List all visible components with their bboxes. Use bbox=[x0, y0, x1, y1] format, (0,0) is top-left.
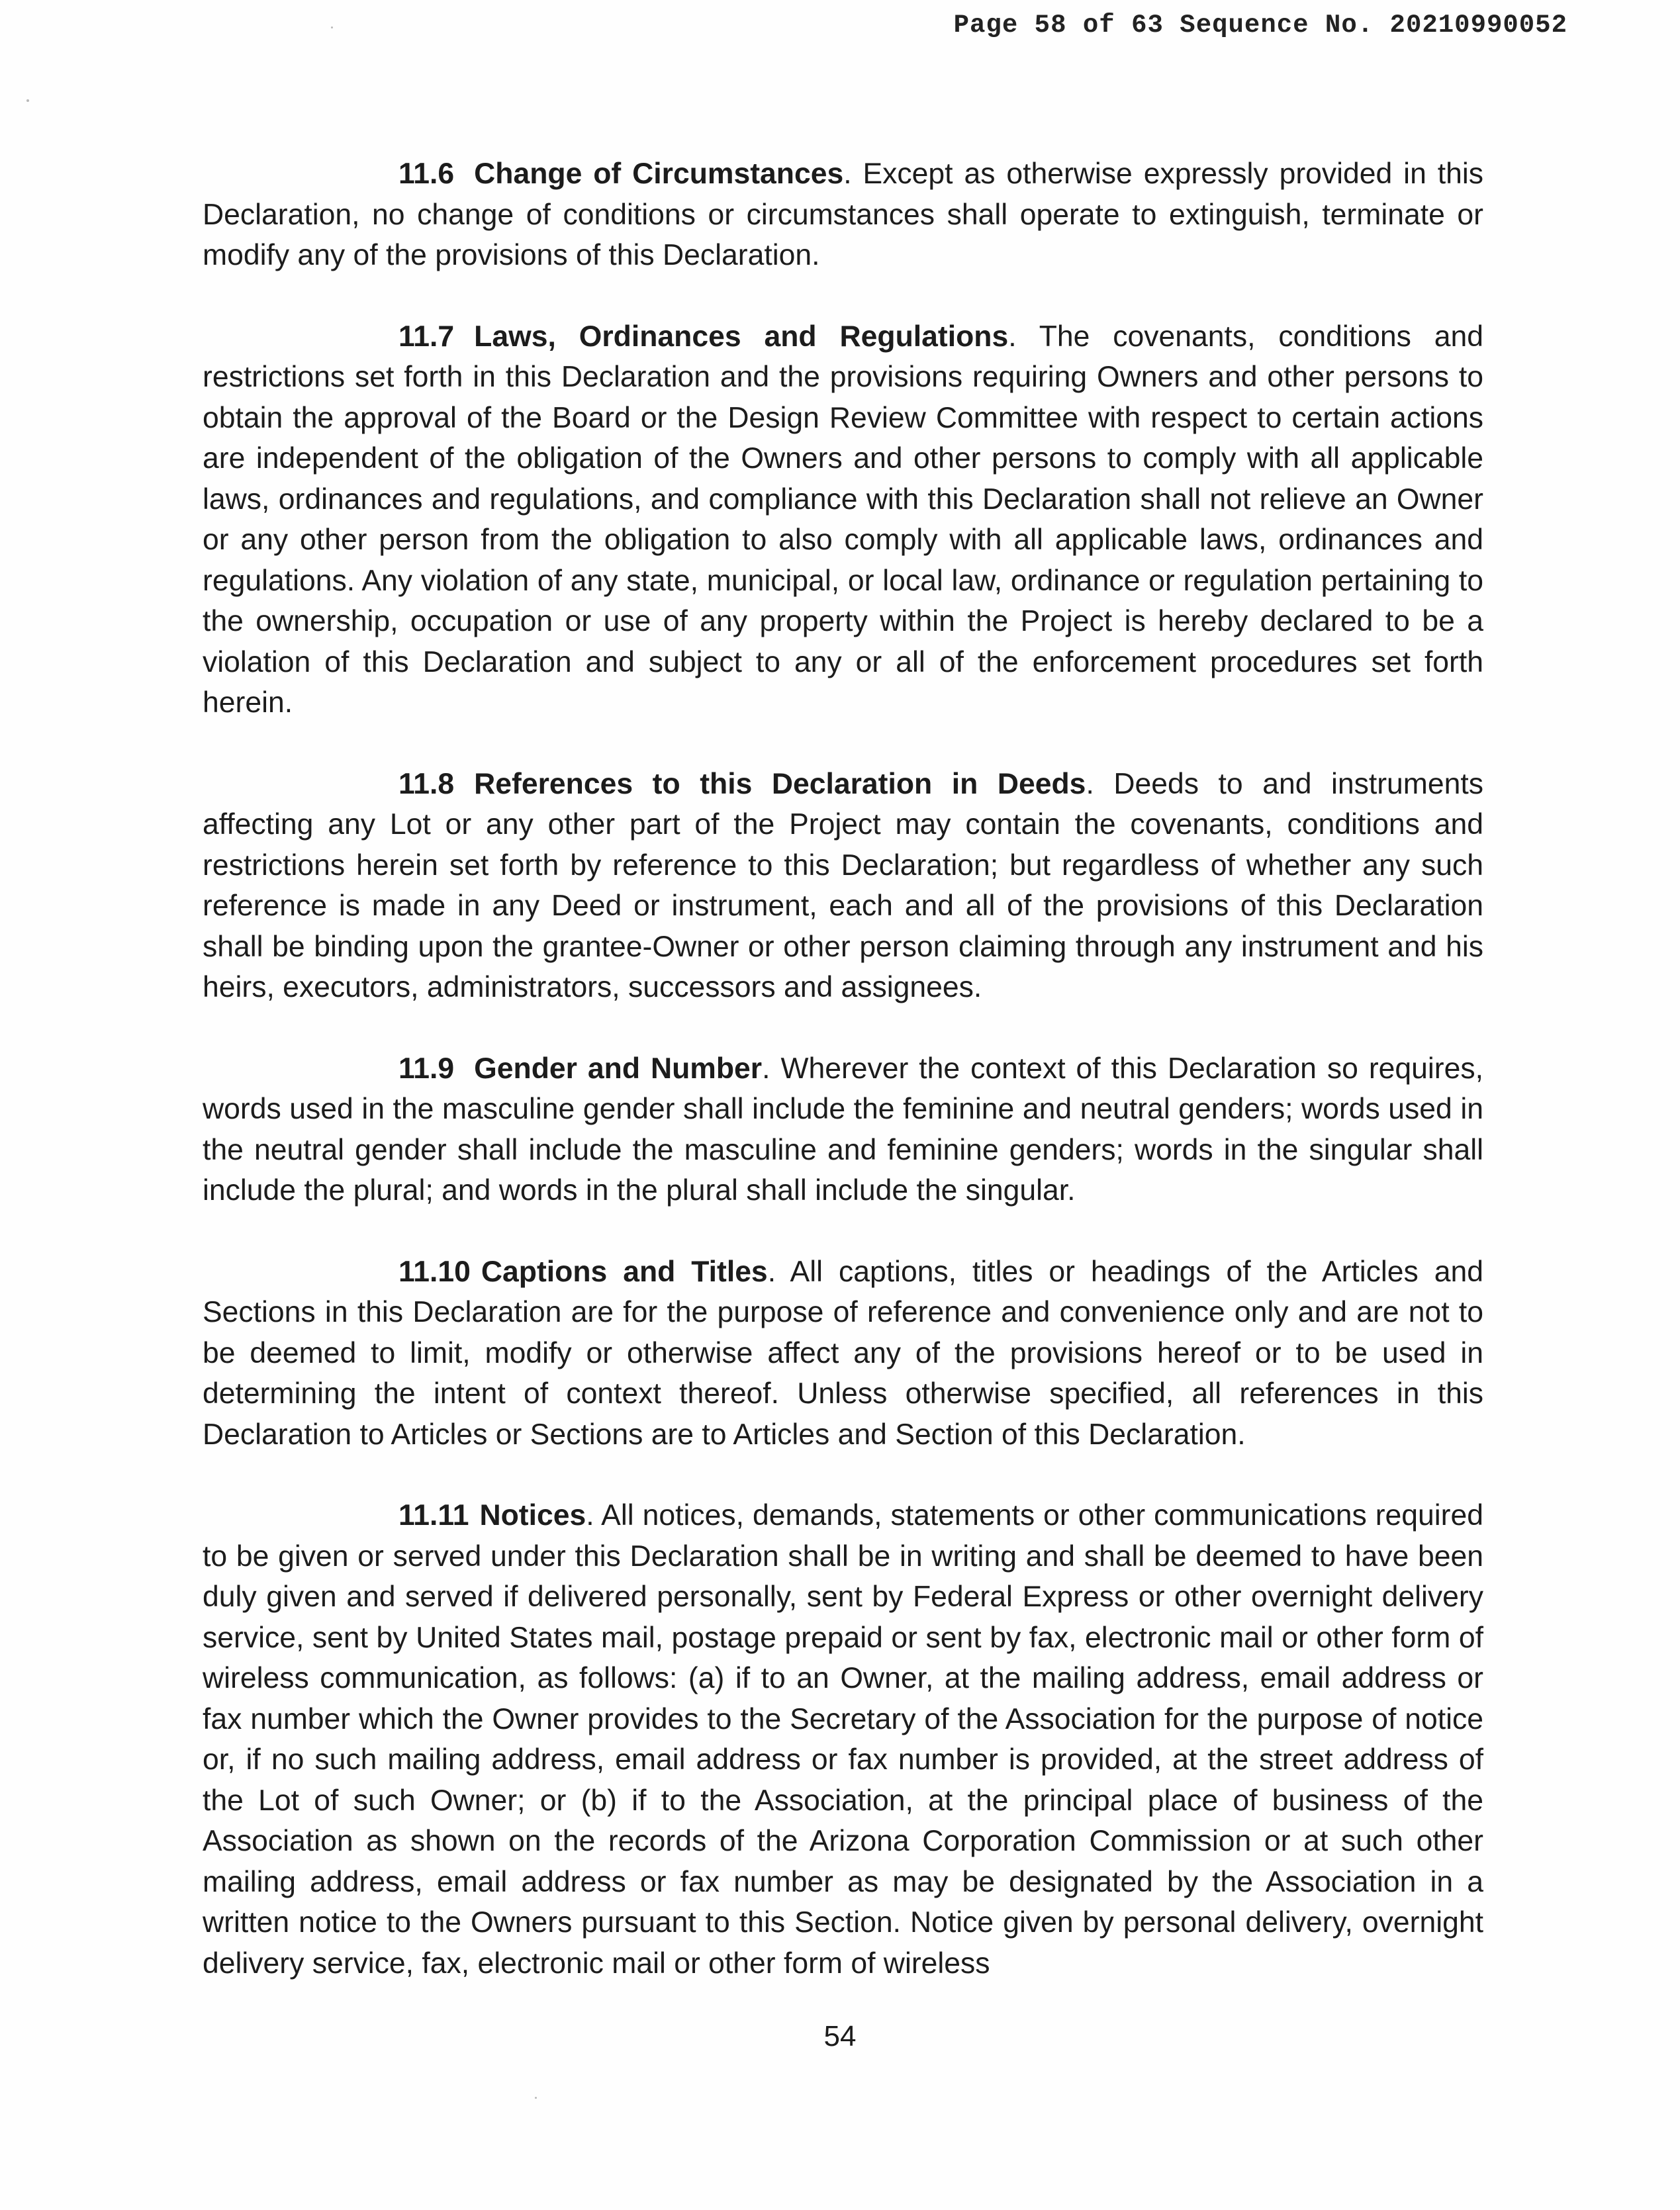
scan-speck bbox=[535, 2097, 537, 2099]
section-text: All captions, titles or headings of the Articles and Sections in this Declaration are for the purpose of reference and convenience only and are not to be deemed to limit, modify or otherwise affect any of the provisions hereof or to be used in determining the intent of context thereof. Unless otherwise specified, all references in this Declaration to Articles or Sections are to Articles and Section of this Declaration. bbox=[203, 1255, 1483, 1451]
section-number: 11.8 bbox=[398, 767, 455, 800]
section-text: Deeds to and instruments affecting any Lot or any other part of the Project may contain the covenants, conditions and restrictions herein set forth by reference to this Declaration; but regardless of whether any such reference is made in any Deed or instrument, each and all of the provisions of this Declaration shall be binding upon the grantee-Owner or other person claiming through any instrument and his heirs, executors, administrators, successors and assignees. bbox=[203, 767, 1483, 1003]
section-number: 11.7 bbox=[398, 320, 455, 353]
section-text: The covenants, conditions and restrictions set forth in this Declaration and the provisions requiring Owners and other persons to obtain the approval of the Board or the Design Review Committee with respect to certain actions are independent of the obligation of the Owners and other persons to comply with all applicable laws, ordinances and regulations, and compliance with this Declaration shall not relieve an Owner or any other person from the obligation to also comply with all applicable laws, ordinances and regulations. Any violation of any state, municipal, or local law, ordinance or regulation pertaining to the ownership, occupation or use of any property within the Project is hereby declared to be a violation of this Declaration and subject to any or all of the enforcement procedures set forth herein. bbox=[203, 320, 1483, 719]
section-title: Gender and Number bbox=[474, 1052, 763, 1085]
section-11-10: 11.10 Captions and Titles. All captions, titles or headings of the Articles and Sections in this Declaration are for the purpose of reference and convenience only and are not to be deemed to limit, modify or otherwise affect any of the provisions hereof or to be used in determining the intent of context thereof. Unless otherwise specified, all references in this Declaration to Articles or Sections are to Articles and Section of this Declaration. bbox=[203, 1252, 1483, 1455]
section-11-9: 11.9 Gender and Number. Wherever the context of this Declaration so requires, words used in the masculine gender shall include the feminine and neutral genders; words used in the neutral gender shall include the masculine and feminine genders; words in the singular shall include the plural; and words in the plural shall include the singular. bbox=[203, 1048, 1483, 1211]
section-11-6: 11.6 Change of Circumstances. Except as otherwise expressly provided in this Declaration, no change of conditions or circumstances shall operate to extinguish, terminate or modify any of the provisions of this Declaration. bbox=[203, 154, 1483, 276]
section-text: All notices, demands, statements or other communications required to be given or served under this Declaration shall be in writing and shall be deemed to have been duly given and served if delivered personally, sent by Federal Express or other overnight delivery service, sent by United States mail, postage prepaid or sent by fax, electronic mail or other form of wireless communication, as follows: (a) if to an Owner, at the mailing address, email address or fax number which the Owner provides to the Secretary of the Association for the purpose of notice or, if no such mailing address, email address or fax number is provided, at the street address of the Lot of such Owner; or (b) if to the Association, at the principal place of business of the Association as shown on the records of the Arizona Corporation Commission or at such other mailing address, email address or fax number as may be designated by the Association in a written notice to the Owners pursuant to this Section. Notice given by personal delivery, overnight delivery service, fax, electronic mail or other form of wireless bbox=[203, 1499, 1483, 1980]
section-number: 11.9 bbox=[398, 1052, 455, 1085]
section-title: Captions and Titles bbox=[481, 1255, 768, 1288]
document-body bbox=[203, 154, 1483, 2024]
section-title: Notices bbox=[479, 1499, 586, 1532]
section-number: 11.11 bbox=[398, 1499, 469, 1532]
section-number: 11.6 bbox=[398, 158, 455, 190]
page-number: 54 bbox=[823, 2020, 857, 2052]
section-text: Wherever the context of this Declaration so requires, words used in the masculine gender shall include the feminine and neutral genders; words used in the neutral gender shall include the masculine and feminine genders; words in the singular shall include the plural; and words in the plural shall include the singular. bbox=[203, 1052, 1483, 1207]
section-11-11: 11.11 Notices. All notices, demands, statements or other communications required to be given or served under this Declaration shall be in writing and shall be deemed to have been duly given and served if delivered personally, sent by Federal Express or other overnight delivery service, sent by United States mail, postage prepaid or sent by fax, electronic mail or other form of wireless communication, as follows: (a) if to an Owner, at the mailing address, email address or fax number which the Owner provides to the Secretary of the Association for the purpose of notice or, if no such mailing address, email address or fax number is provided, at the street address of the Lot of such Owner; or (b) if to the Association, at the principal place of business of the Association as shown on the records of the Arizona Corporation Commission or at such other mailing address, email address or fax number as may be designated by the Association in a written notice to the Owners pursuant to this Section. Notice given by personal delivery, overnight delivery service, fax, electronic mail or other form of wireless bbox=[203, 1495, 1483, 1984]
section-11-8: 11.8 References to this Declaration in Deeds. Deeds to and instruments affecting any Lot or any other part of the Project may contain the covenants, conditions and restrictions herein set forth by reference to this Declaration; but regardless of whether any such reference is made in any Deed or instrument, each and all of the provisions of this Declaration shall be binding upon the grantee-Owner or other person claiming through any instrument and his heirs, executors, administrators, successors and assignees. bbox=[203, 764, 1483, 1008]
section-11-7: 11.7 Laws, Ordinances and Regulations. The covenants, conditions and restrictions set forth in this Declaration and the provisions requiring Owners and other persons to obtain the approval of the Board or the Design Review Committee with respect to certain actions are independent of the obligation of the Owners and other persons to comply with all applicable laws, ordinances and regulations, and compliance with this Declaration shall not relieve an Owner or any other person from the obligation to also comply with all applicable laws, ordinances and regulations. Any violation of any state, municipal, or local law, ordinance or regulation pertaining to the ownership, occupation or use of any property within the Project is hereby declared to be a violation of this Declaration and subject to any or all of the enforcement procedures set forth herein. bbox=[203, 316, 1483, 723]
recording-stamp: Page 58 of 63 Sequence No. 20210990052 bbox=[953, 11, 1567, 40]
section-text: Except as otherwise expressly provided in this Declaration, no change of conditions or circumstances shall operate to extinguish, terminate or modify any of the provisions of this Declaration. bbox=[203, 158, 1483, 271]
section-number: 11.10 bbox=[398, 1255, 471, 1288]
scan-speck bbox=[331, 26, 333, 28]
section-title: Change of Circumstances bbox=[474, 158, 844, 190]
section-title: References to this Declaration in Deeds bbox=[474, 767, 1086, 800]
section-title: Laws, Ordinances and Regulations bbox=[474, 320, 1009, 353]
scan-speck bbox=[26, 99, 29, 102]
